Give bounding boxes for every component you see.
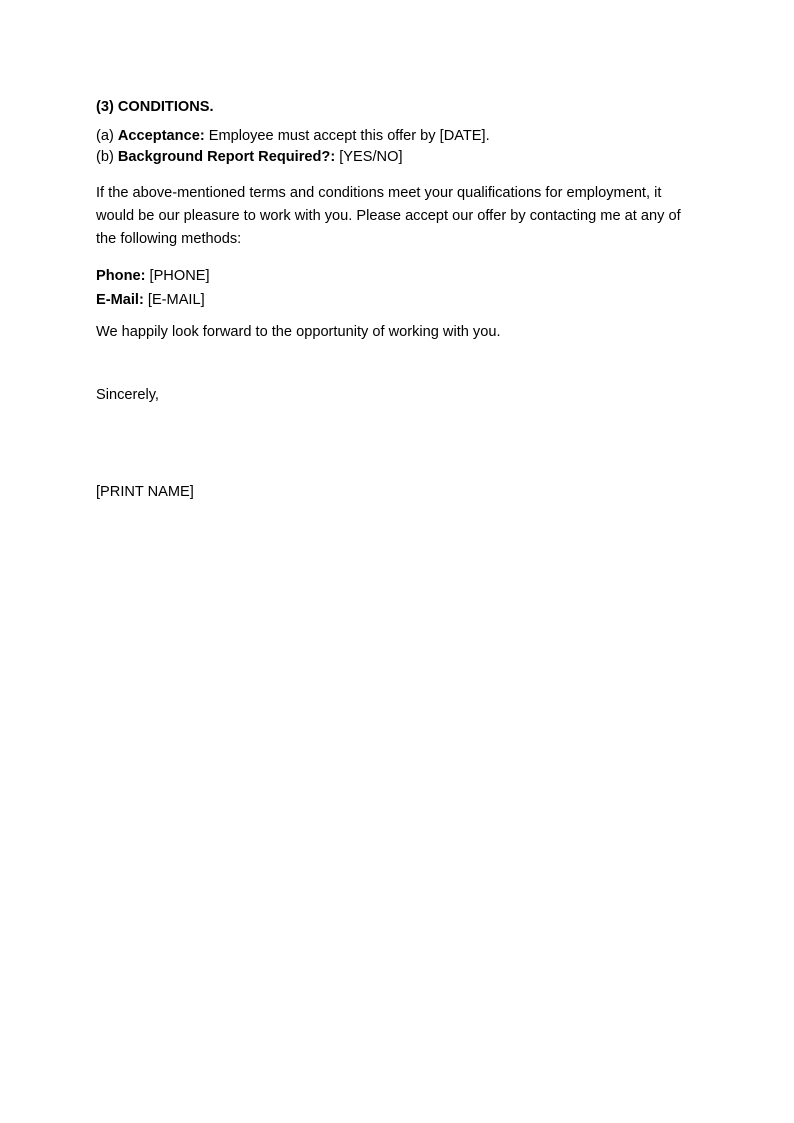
condition-b-prefix: (b) bbox=[96, 149, 118, 165]
condition-b-label: Background Report Required?: bbox=[117, 149, 336, 165]
condition-a-label: Acceptance: bbox=[117, 128, 205, 144]
body-paragraph: If the above-mentioned terms and conditions meet your qualifications for employment, it would be our pleasure to work with you. Please accept our offer by contacting me at any of the following methods: bbox=[96, 185, 681, 247]
email-label: E-Mail: bbox=[96, 292, 144, 308]
contact-phone bbox=[96, 264, 696, 288]
conditions-list bbox=[96, 126, 696, 168]
contact-email bbox=[96, 288, 696, 312]
contact-methods bbox=[96, 264, 696, 312]
print-name-placeholder: [PRINT NAME] bbox=[96, 484, 194, 500]
closing-line: We happily look forward to the opportunity of working with you. bbox=[96, 324, 501, 340]
condition-background-report bbox=[96, 147, 696, 168]
condition-acceptance bbox=[96, 126, 696, 147]
condition-a-text: Employee must accept this offer by [DATE]. bbox=[204, 128, 490, 144]
phone-label: Phone: bbox=[96, 268, 146, 284]
condition-a-prefix: (a) bbox=[96, 128, 118, 144]
section-heading: (3) CONDITIONS. bbox=[96, 99, 214, 115]
phone-value: [PHONE] bbox=[145, 268, 210, 284]
email-value: [E-MAIL] bbox=[143, 292, 205, 308]
condition-b-text: [YES/NO] bbox=[335, 149, 403, 165]
sign-off: Sincerely, bbox=[96, 387, 159, 403]
letter-content bbox=[96, 97, 696, 503]
